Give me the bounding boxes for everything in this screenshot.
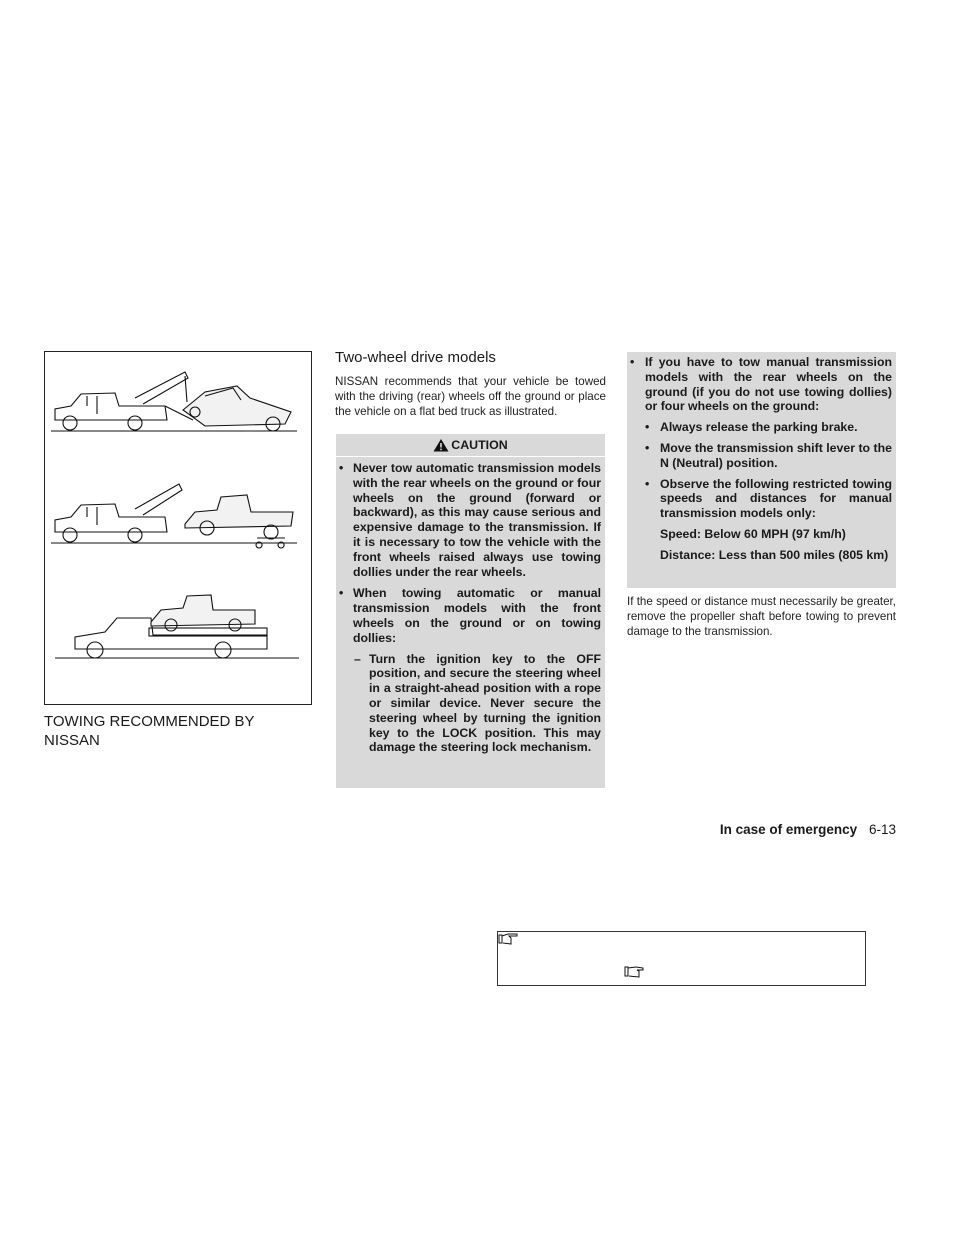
manual-lead-bullet (627, 355, 892, 414)
caution-body (336, 457, 605, 755)
bullet-dot: • (339, 461, 344, 475)
caution-bullet-text: When towing automatic or manual transmission models with the front wheels on the ground or on towing dollies: (353, 586, 601, 645)
manual-item (627, 420, 892, 435)
bullet-dot: • (339, 586, 344, 601)
two-wheel-drive-section (335, 349, 606, 420)
bullet-dot: • (645, 420, 650, 435)
page-number: 6-13 (868, 822, 896, 837)
towed-pickup (183, 386, 291, 426)
manual-item (627, 441, 892, 471)
manual-item-text: Observe the following restricted towing speeds and distances for manual transmission models only: (660, 476, 892, 521)
towing-drawing (45, 352, 313, 706)
pointing-hand-icon (624, 965, 644, 978)
distance-limit: Distance: Less than 500 miles (805 km) (660, 547, 889, 562)
intro-paragraph: NISSAN recommends that your vehicle be towed with the driving (rear) wheels off the ground or place the vehicle on a flat bed truck as illustrated. (335, 375, 606, 419)
section-heading: Two-wheel drive models (335, 349, 496, 366)
bullet-dot: • (645, 440, 650, 455)
towing-illustration (44, 351, 312, 705)
wheel (63, 528, 77, 542)
tow-boom (135, 484, 182, 515)
wheel (128, 528, 142, 542)
wheel (215, 642, 231, 658)
bullet-dot: • (630, 355, 635, 369)
warning-triangle-icon (433, 438, 449, 452)
figure-caption: TOWING RECOMMENDED BY NISSAN (44, 713, 255, 749)
wheel (63, 416, 77, 430)
caution-box (336, 434, 605, 788)
bullet-dot: • (645, 476, 650, 491)
wheel (264, 525, 278, 539)
manual-item-text: Always release the parking brake. (660, 420, 858, 435)
towed-pickup (185, 495, 293, 528)
caution-bullet-text: Never tow automatic transmission models with the rear wheels on the ground or four wheels on the ground (forward or backward), as this may cause serious and expensive damage to the transmission. If it is necessary to tow the vehicle with the front wheels raised always use towing dollies under the rear wheels. (353, 461, 601, 579)
speed-limit: Speed: Below 60 MPH (97 km/h) (660, 526, 846, 541)
caution-sub-item (336, 652, 601, 756)
manual-lead-text: If you have to tow manual transmission models with the rear wheels on the ground (if you do not use towing dollies) or four wheels on the ground: (645, 355, 892, 414)
wheel (128, 416, 142, 430)
manual-item (627, 477, 892, 521)
caution-bullet (336, 586, 601, 645)
caution-sub-text: Turn the ignition key to the OFF position, and secure the steering wheel in a straight-ahead position with a rope or similar device. Never secure the steering wheel by turning the ignition key to the LOCK position. This may damage the steering lock mechanism. (369, 651, 601, 755)
dash-mark: – (354, 651, 361, 666)
manual-item-text: Move the transmission shift lever to the N (Neutral) position. (660, 440, 892, 470)
manual-transmission-box (627, 352, 896, 588)
pointing-hand-icon (498, 932, 520, 946)
propeller-shaft-note: If the speed or distance must necessarily be greater, remove the propeller shaft before towing to prevent damage to the transmission. (627, 595, 896, 639)
caution-title: CAUTION (451, 438, 508, 452)
page-footer (720, 822, 896, 837)
tow-boom (135, 372, 188, 404)
caution-bullet (336, 461, 601, 579)
footer-section: In case of emergency (719, 822, 858, 837)
wheel (87, 642, 103, 658)
reference-note-box (497, 931, 866, 986)
caution-header (336, 434, 605, 457)
